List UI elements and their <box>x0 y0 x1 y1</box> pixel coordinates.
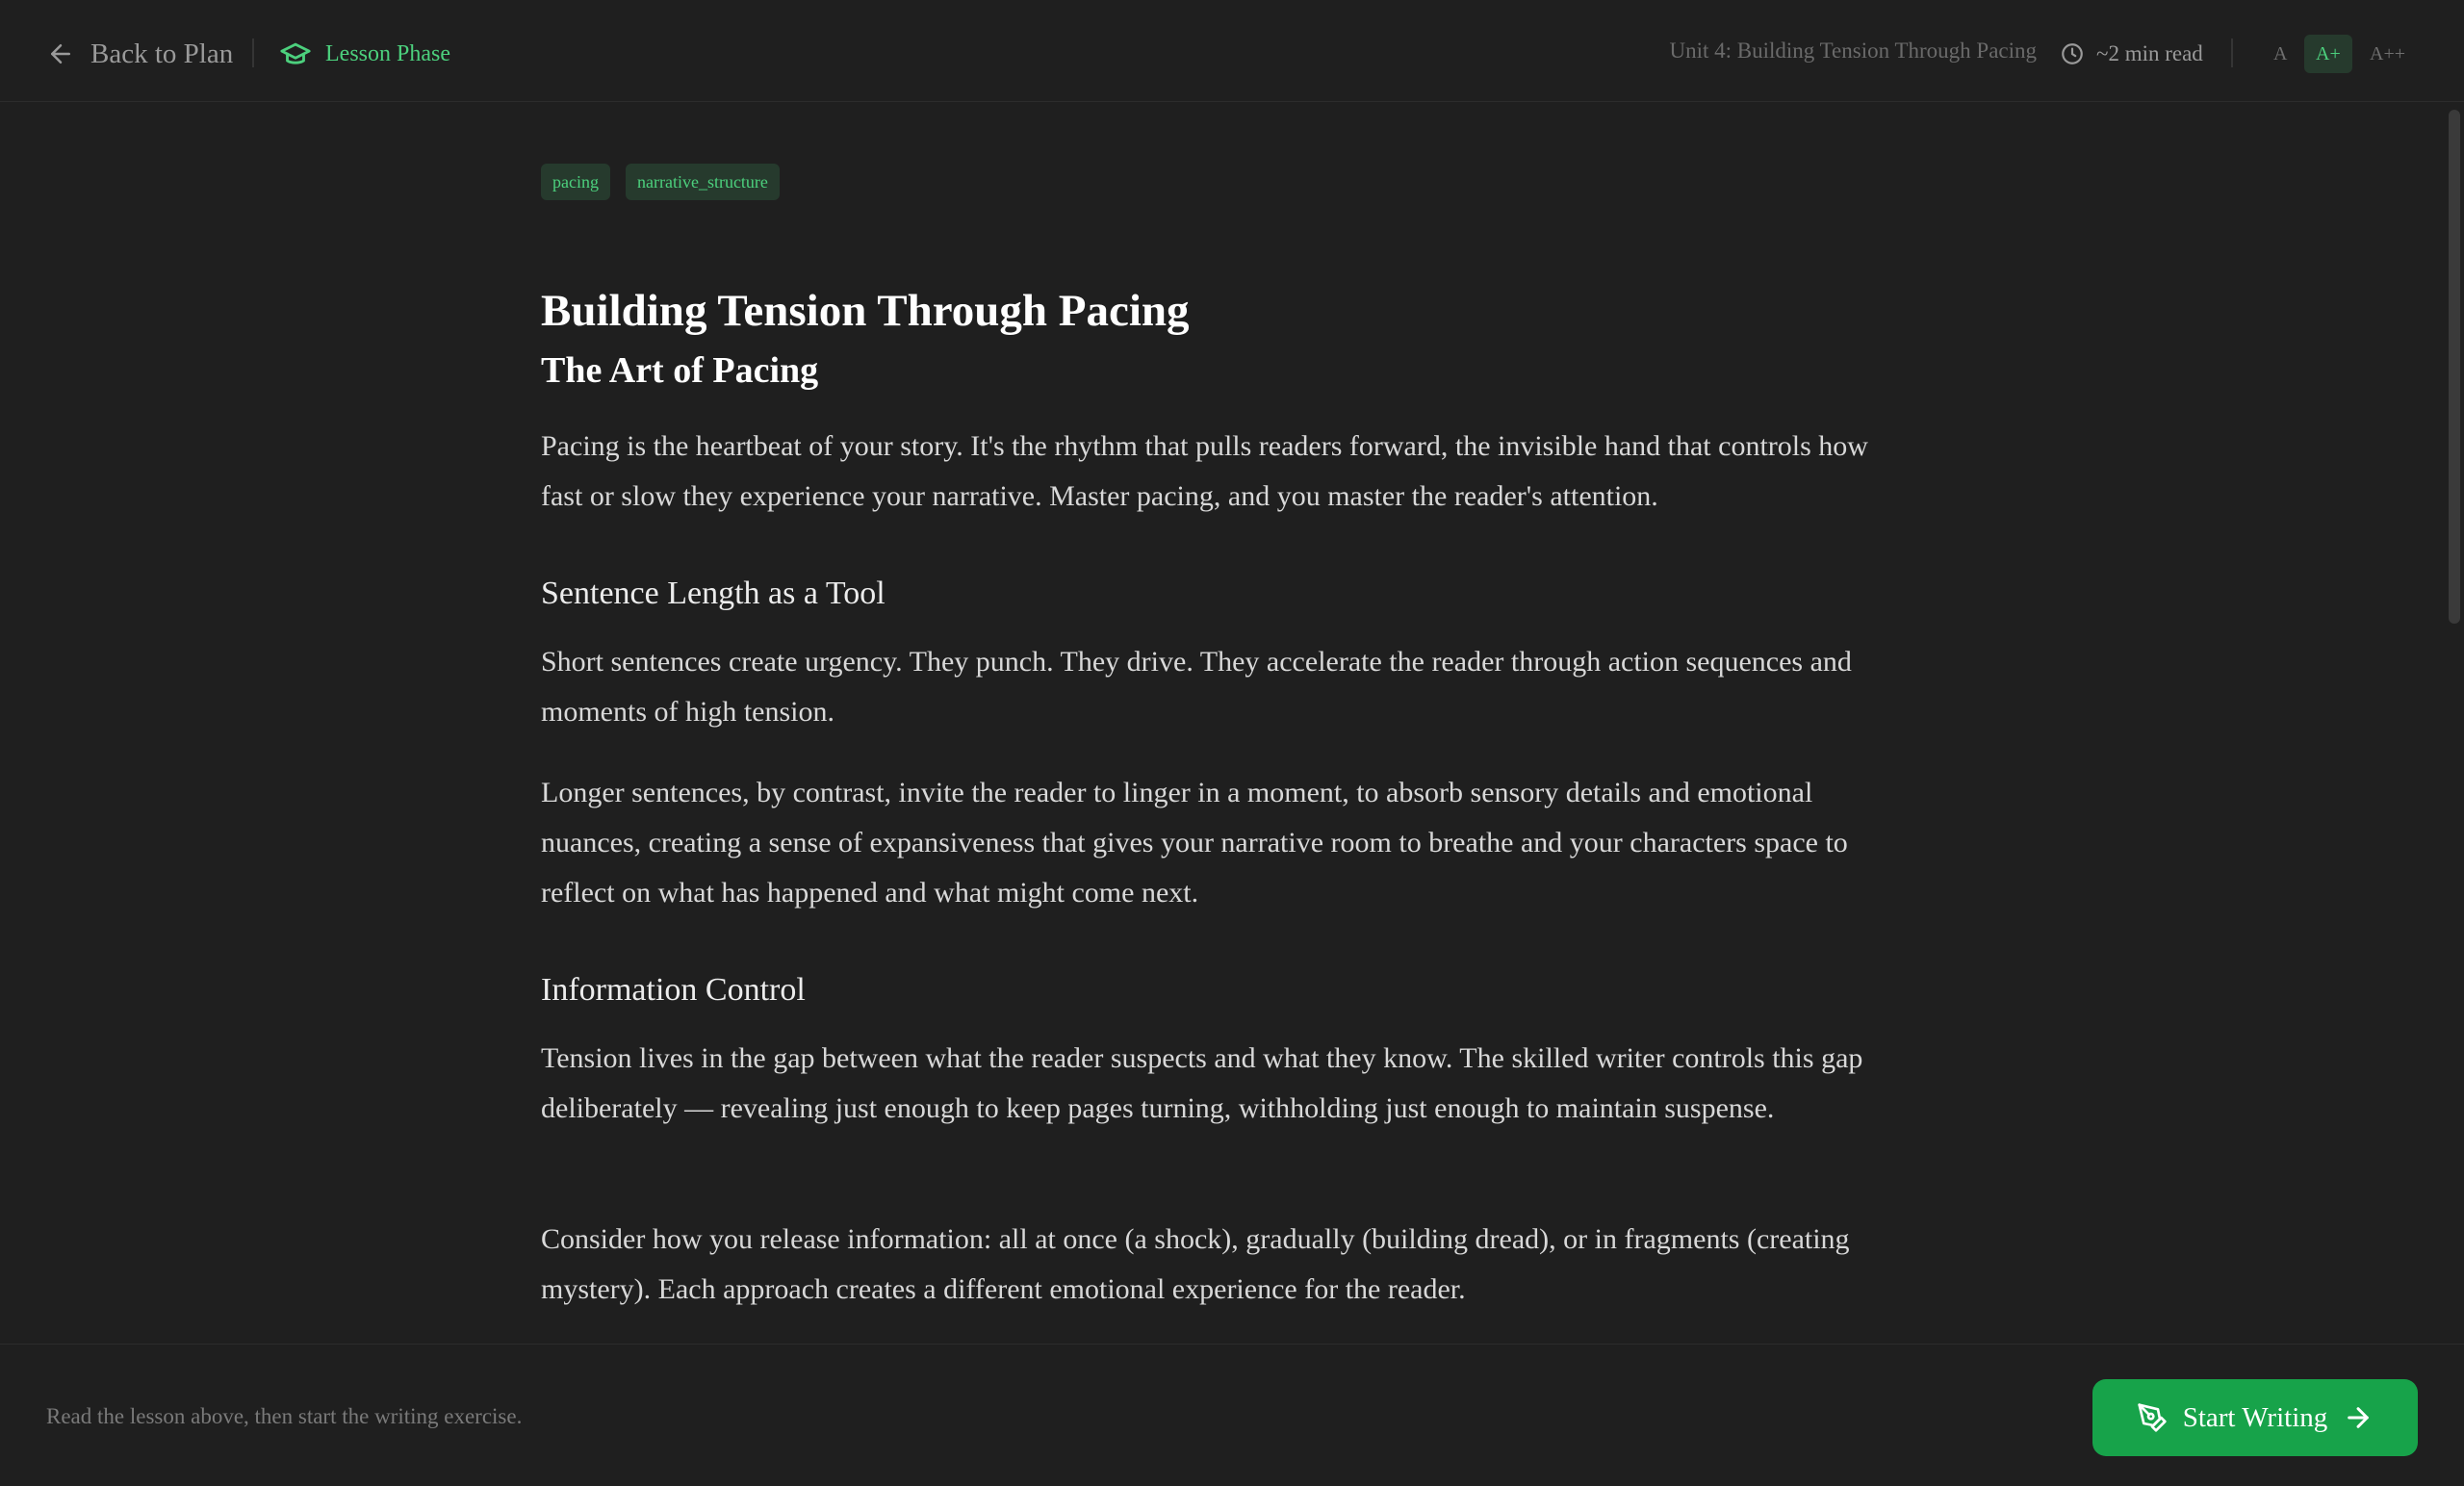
divider <box>252 38 254 67</box>
font-size-medium-button[interactable]: A+ <box>2304 35 2352 73</box>
intro-paragraph: Pacing is the heartbeat of your story. It's the rhythm that pulls readers forward, the invisible hand that controls how fast or slow they experience your narrative. Master pacing, and you master the reader's attention. <box>541 430 1868 512</box>
paragraph-release-information: Consider how you release information: all at once (a shock), gradually (building dread), or in fragments (creating mystery). Each approach creates a different emotional experience for the reader. <box>541 1223 1850 1305</box>
unit-title: Unit 4: Building Tension Through Pacing <box>1669 38 2037 63</box>
arrow-left-icon <box>46 39 75 68</box>
scrollbar[interactable] <box>2443 102 2464 1344</box>
lesson-phase-label: Lesson Phase <box>325 40 450 66</box>
font-size-small-button[interactable]: A <box>2273 42 2288 64</box>
pen-tool-icon <box>2137 1402 2168 1433</box>
paragraph-longer-sentences: Longer sentences, by contrast, invite the reader to linger in a moment, to absorb sensory details and emotional nuances, creating a sense of expansiveness that gives your narrative room to breathe and your characters space to reflect on what has happened and what might come next. <box>541 777 1848 909</box>
back-to-plan-label: Back to Plan <box>90 38 234 69</box>
start-writing-label: Start Writing <box>2182 1401 2328 1433</box>
lesson-phase-indicator <box>279 33 450 75</box>
paragraph-short-sentences: Short sentences create urgency. They punch. They drive. They accelerate the reader through action sequences and moments of high tension. <box>541 646 1852 728</box>
arrow-right-icon <box>2343 1402 2374 1433</box>
section-heading: The Art of Pacing <box>541 350 819 391</box>
lesson-content <box>541 164 1908 1305</box>
start-writing-button[interactable] <box>2092 1379 2418 1456</box>
tag-narrative-structure: narrative_structure <box>626 164 780 200</box>
lesson-title: Building Tension Through Pacing <box>541 286 1190 336</box>
graduation-cap-icon <box>279 38 312 70</box>
clock-icon <box>2060 41 2085 66</box>
tag-pacing: pacing <box>541 164 610 200</box>
top-bar <box>0 0 2464 102</box>
back-to-plan-button[interactable] <box>46 33 233 75</box>
scrollbar-thumb[interactable] <box>2449 110 2460 624</box>
read-time-label: ~2 min read <box>2096 41 2203 65</box>
tag-list <box>541 164 1908 200</box>
bottom-bar <box>0 1344 2464 1486</box>
subheading-information-control: Information Control <box>541 972 806 1008</box>
instruction-text: Read the lesson above, then start the writing exercise. <box>46 1404 523 1428</box>
divider <box>2231 38 2233 67</box>
paragraph-tension-gap: Tension lives in the gap between what the reader suspects and what they know. The skilled writer controls this gap deliberately — revealing just enough to keep pages turning, withholding just enough to maintain suspense. <box>541 1042 1863 1124</box>
font-size-large-button[interactable]: A++ <box>2370 42 2406 64</box>
read-time <box>2060 33 2203 75</box>
subheading-sentence-length: Sentence Length as a Tool <box>541 576 886 611</box>
